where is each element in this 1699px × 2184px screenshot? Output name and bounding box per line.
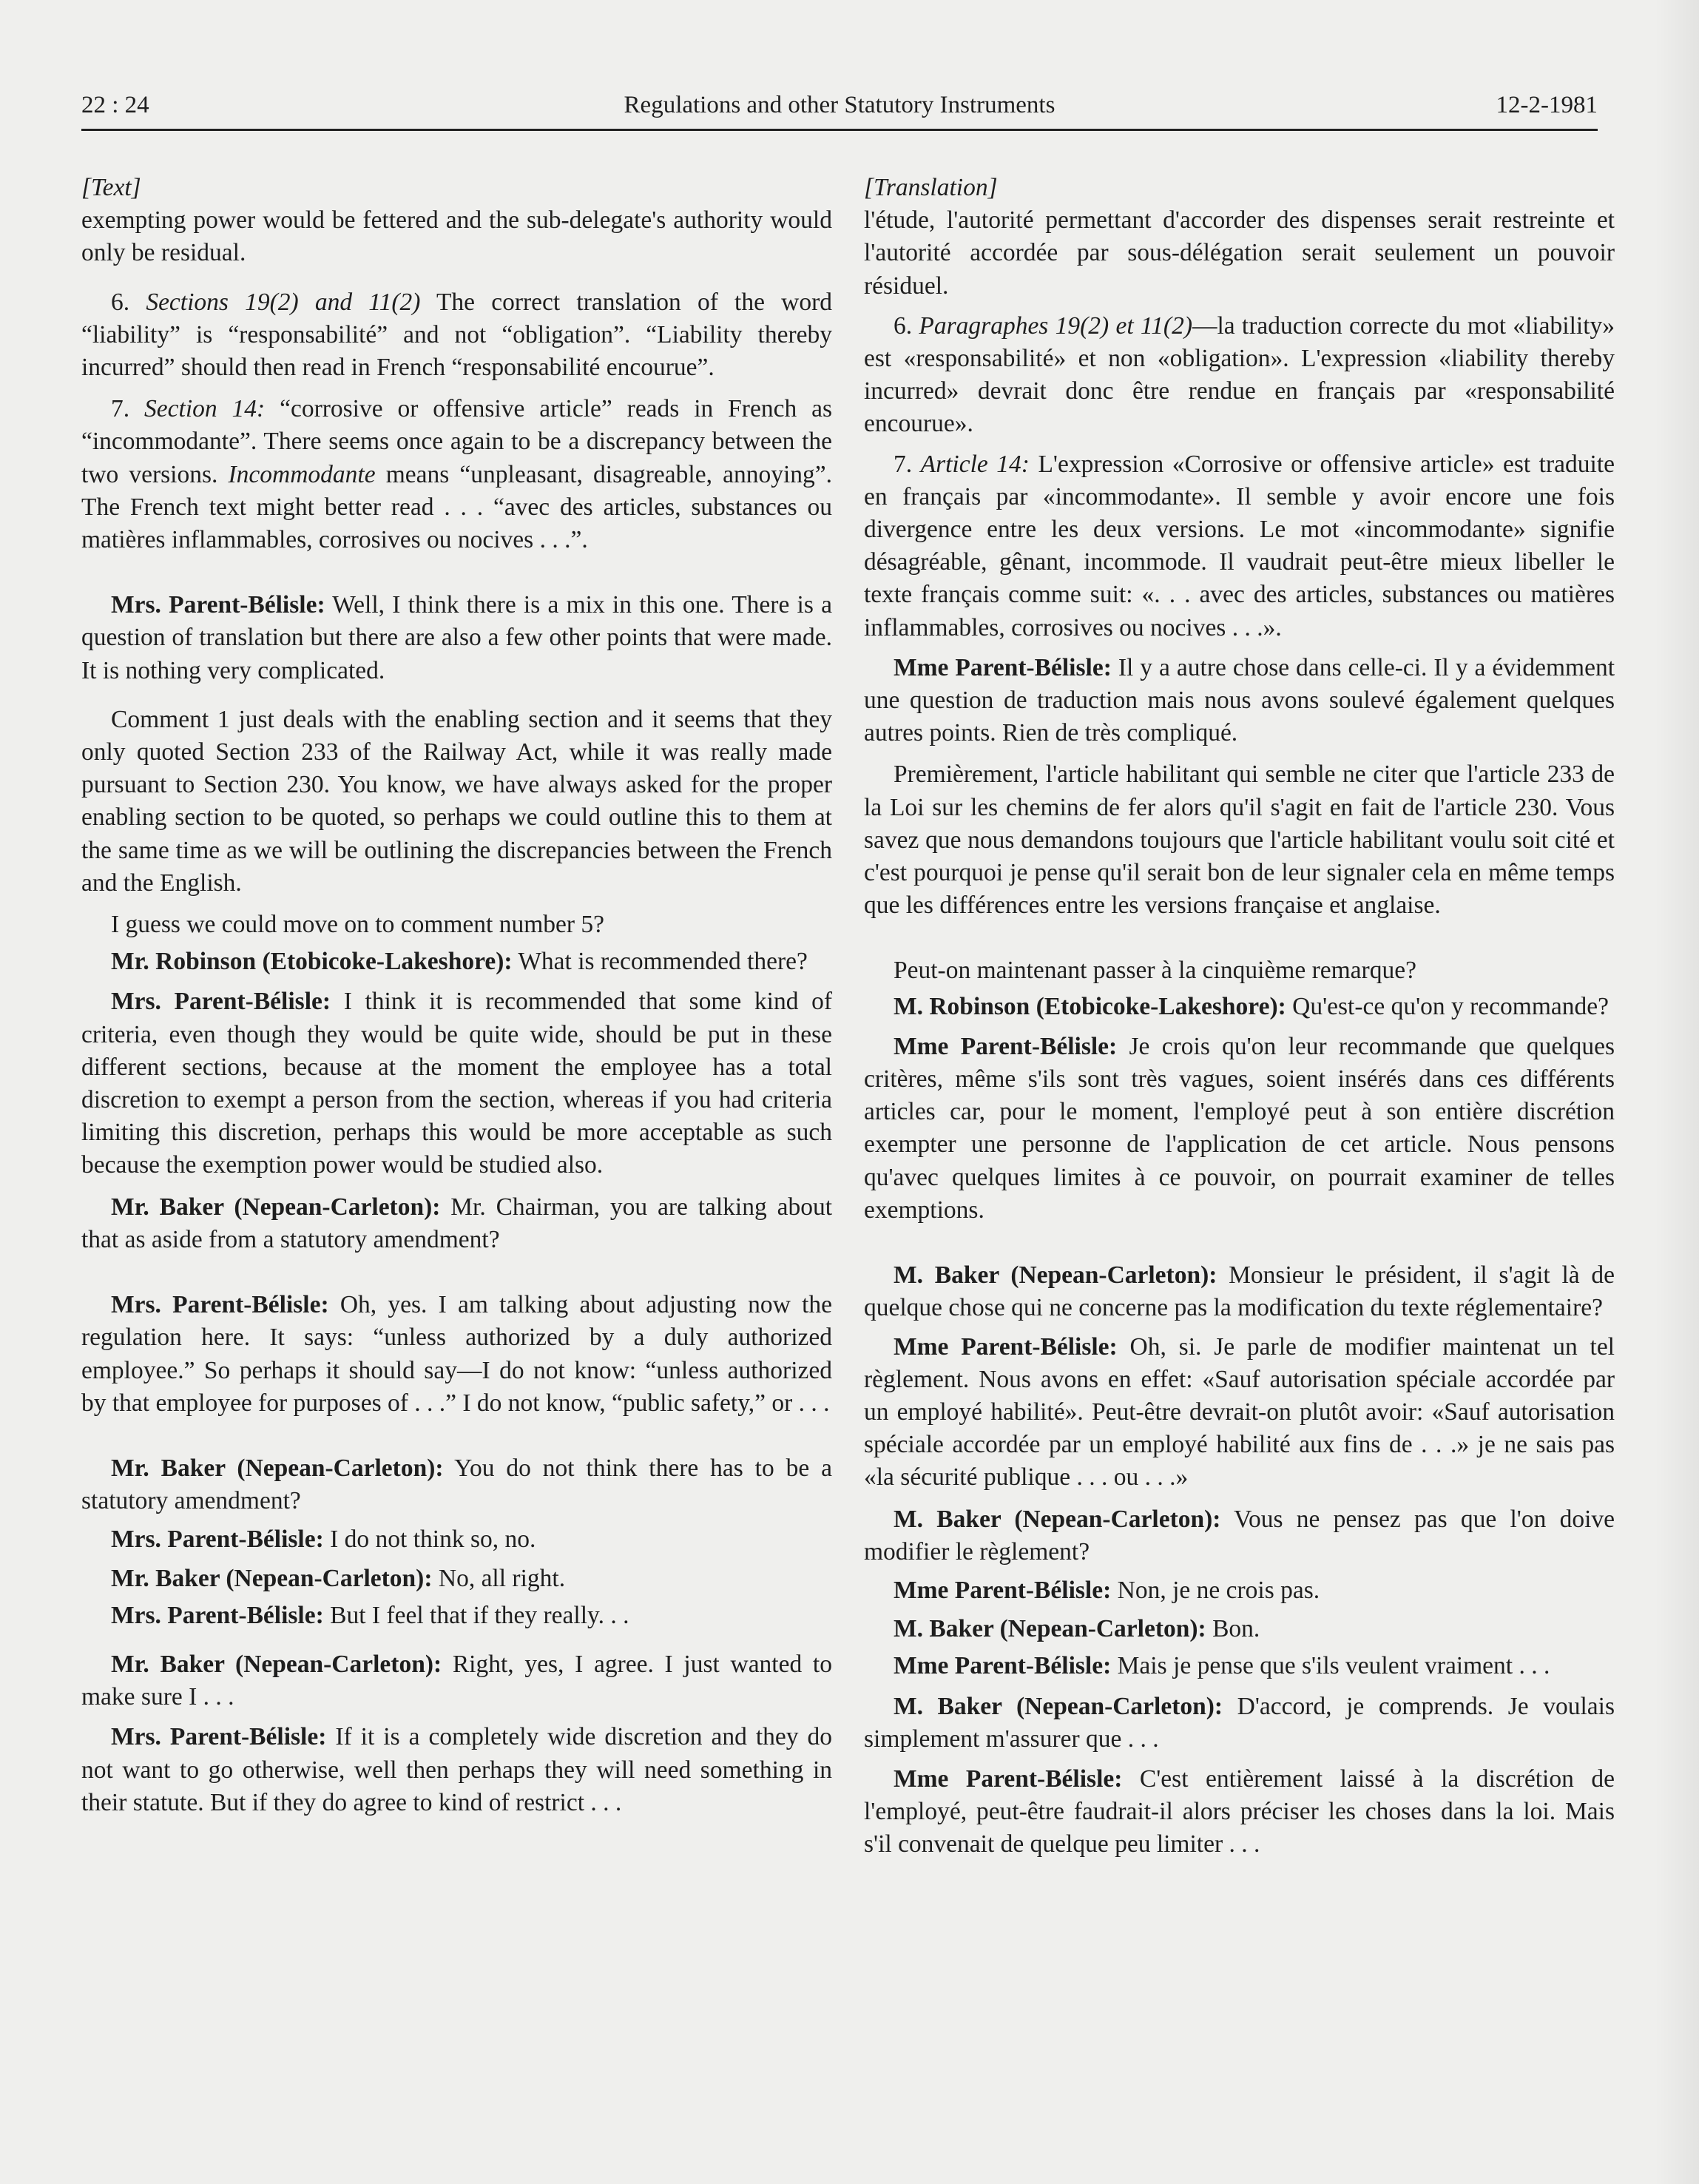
paragraph: 7. Article 14: L'expression «Corrosive or offensive article» est traduite en français par «incommodante». Il semble y avoir encore une fois divergence entre les deux versions. Le mot «incommodante» signifie désagréable, gênant, incommode. Il vaudrait peut-être mieux libeller le texte français comme suit: «. . . avec des articles, substances ou matières inflammables, corrosives ou nocives . . .». <box>864 450 1615 641</box>
column-label: [Text] <box>81 174 141 201</box>
speaker-name: M. Baker (Nepean-Carleton): <box>894 1692 1223 1720</box>
paragraph: 6. Sections 19(2) and 11(2) The correct translation of the word “liability” is “responsabilité” and not “obligation”. “Liability thereby incurred” should then read in French “responsabilité encourue”. <box>81 288 833 382</box>
speaker-name: M. Baker (Nepean-Carleton): <box>894 1615 1206 1643</box>
speaker-turn: Mrs. Parent-Bélisle: But I feel that if they really. . . <box>111 1601 629 1629</box>
speaker-name: Mme Parent-Bélisle: <box>894 1032 1118 1060</box>
column-label: [Translation] <box>864 174 998 201</box>
speaker-turn: Mr. Baker (Nepean-Carleton): Right, yes, I agree. I just wanted to make sure I . . . <box>81 1650 832 1711</box>
speaker-turn: Mrs. Parent-Bélisle: Oh, yes. I am talking about adjusting now the regulation here. It says: “unless authorized by a duly authorized employee.” So perhaps it should say—I do not know: “unless authorized by that employee for purposes of . . .” I do not know, “public safety,” or . . . <box>81 1291 832 1417</box>
speaker-name: Mr. Baker (Nepean-Carleton): <box>111 1454 444 1482</box>
speaker-name: Mme Parent-Bélisle: <box>894 1652 1112 1680</box>
paragraph: exempting power would be fettered and the sub-delegate's authority would only be residual. <box>81 206 832 267</box>
speaker-turn: Mme Parent-Bélisle: Il y a autre chose dans celle-ci. Il y a évidemment une question de traduction mais nous avons soulevé également quelques autres points. Rien de très compliqué. <box>864 653 1615 747</box>
speaker-turn: Mrs. Parent-Bélisle: Well, I think there is a mix in this one. There is a question of translation but there are also a few other points that were made. It is nothing very complicated. <box>81 591 832 684</box>
speaker-turn: M. Baker (Nepean-Carleton): Vous ne pensez pas que l'on doive modifier le règlement? <box>864 1505 1615 1565</box>
header-title: Regulations and other Statutory Instruments <box>624 92 1055 118</box>
paragraph: I guess we could move on to comment number 5? <box>111 911 605 939</box>
speaker-name: Mme Parent-Bélisle: <box>894 1765 1123 1793</box>
speaker-name: Mrs. Parent-Bélisle: <box>111 1526 324 1554</box>
speaker-name: M. Baker (Nepean-Carleton): <box>894 1505 1221 1533</box>
speaker-name: M. Baker (Nepean-Carleton): <box>894 1261 1217 1290</box>
speaker-name: Mrs. Parent-Bélisle: <box>111 1291 329 1319</box>
english-column <box>81 172 832 1819</box>
speaker-turn: Mrs. Parent-Bélisle: I do not think so, no. <box>111 1526 536 1554</box>
speaker-turn: Mr. Robinson (Etobicoke-Lakeshore): What is recommended there? <box>111 948 808 976</box>
speaker-turn: Mr. Baker (Nepean-Carleton): You do not think there has to be a statutory amendment? <box>81 1454 832 1515</box>
speaker-turn: Mr. Baker (Nepean-Carleton): Mr. Chairman, you are talking about that as aside from a statutory amendment? <box>81 1193 832 1253</box>
speaker-turn: Mrs. Parent-Bélisle: I think it is recommended that some kind of criteria, even though they would be quite wide, should be put in these different sections, because at the moment the employee has a total discretion to exempt a person from the section, whereas if you had criteria limiting this discretion, perhaps this would be more acceptable as such because the exemption power would be studied also. <box>81 988 833 1179</box>
header-date: 12-2-1981 <box>1496 92 1598 118</box>
paragraph: Peut-on maintenant passer à la cinquième remarque? <box>894 957 1416 985</box>
speaker-turn: Mme Parent-Bélisle: Non, je ne crois pas. <box>894 1576 1320 1604</box>
page-number: 22 : 24 <box>81 92 149 118</box>
speaker-turn: Mr. Baker (Nepean-Carleton): No, all right. <box>111 1564 566 1592</box>
speaker-name: M. Robinson (Etobicoke-Lakeshore): <box>894 992 1286 1020</box>
paragraph: Premièrement, l'article habilitant qui semble ne citer que l'article 233 de la Loi sur les chemins de fer alors qu'il s'agit en fait de l'article 230. Vous savez que nous demandons toujours que l'article habilitant voulu soit cité et c'est pourquoi je pense qu'il serait bon de leur signaler cela en même temps que les différences entre les versions française et anglaise. <box>864 761 1615 920</box>
running-header <box>81 87 1598 131</box>
speaker-turn: Mme Parent-Bélisle: Oh, si. Je parle de modifier maintenat un tel règlement. Nous avons en effet: «Sauf autorisation spéciale accordée par un employé habilité». Peut-être devrait-on plutôt avoir: «Sauf autorisation spéciale accordée par un employé habilité aux fins de . . .» je ne sais pas «la sécurité publique . . . ou . . .» <box>864 1332 1615 1492</box>
speaker-name: Mme Parent-Bélisle: <box>894 1332 1118 1361</box>
speaker-name: Mr. Baker (Nepean-Carleton): <box>111 1564 433 1592</box>
paragraph: Comment 1 just deals with the enabling section and it seems that they only quoted Section 233 of the Railway Act, while it was really made pursuant to Section 230. You know, we have always asked for the proper enabling section to be quoted, so perhaps we could outline this to them at the same time as we will be outlining the discrepancies between the French and the English. <box>81 705 832 897</box>
french-column <box>864 172 1615 1861</box>
paragraph: 7. Section 14: “corrosive or offensive article” reads in French as “incommodante”. There seems once again to be a discrepancy between the two versions. Incommodante means “unpleasant, disagreable, annoying”. The French text might better read . . . “avec des articles, substances ou matières inflammables, corrosives ou nocives . . .”. <box>81 395 833 554</box>
speaker-turn: Mme Parent-Bélisle: Mais je pense que s'ils veulent vraiment . . . <box>894 1652 1550 1680</box>
speaker-name: Mrs. Parent-Bélisle: <box>111 591 325 619</box>
paragraph: 6. Paragraphes 19(2) et 11(2)—la traduction correcte du mot «liability» est «responsabilité» et non «obligation». L'expression «liability thereby incurred» devrait donc être rendue en français par «responsabilité encourue». <box>864 311 1615 438</box>
section-reference: Article 14: <box>920 450 1030 478</box>
speaker-name: Mme Parent-Bélisle: <box>894 1576 1112 1604</box>
speaker-turn: M. Baker (Nepean-Carleton): Monsieur le président, il s'agit là de quelque chose qui ne concerne pas la modification du texte réglementaire? <box>864 1261 1615 1322</box>
speaker-name: Mrs. Parent-Bélisle: <box>111 988 331 1016</box>
speaker-name: Mrs. Parent-Bélisle: <box>111 1723 327 1751</box>
speaker-turn: Mme Parent-Bélisle: C'est entièrement laissé à la discrétion de l'employé, peut-être faudrait-il alors préciser les choses dans la loi. Mais s'il convenait de quelque peu limiter . . . <box>864 1765 1615 1858</box>
section-reference: Section 14: <box>144 395 266 423</box>
speaker-turn: M. Baker (Nepean-Carleton): Bon. <box>894 1615 1260 1643</box>
speaker-name: Mrs. Parent-Bélisle: <box>111 1601 324 1629</box>
paragraph: l'étude, l'autorité permettant d'accorder des dispenses serait restreinte et l'autorité accordée par sous-délégation serait seulement un pouvoir résiduel. <box>864 206 1615 300</box>
speaker-turn: Mme Parent-Bélisle: Je crois qu'on leur recommande que quelques critères, même s'ils sont très vagues, soient insérés dans ces différents articles car, pour le moment, l'employé peut à son entière discrétion exempter une personne de l'application de cet article. Nous pensons qu'avec quelques limites à ce pouvoir, on pourrait examiner de telles exemptions. <box>864 1032 1615 1224</box>
section-reference: Paragraphes 19(2) et 11(2) <box>919 311 1192 340</box>
speaker-name: Mr. Robinson (Etobicoke-Lakeshore): <box>111 948 513 976</box>
speaker-name: Mr. Baker (Nepean-Carleton): <box>111 1193 441 1221</box>
speaker-turn: M. Baker (Nepean-Carleton): D'accord, je comprends. Je voulais simplement m'assurer que . . . <box>864 1692 1615 1753</box>
section-reference: Sections 19(2) and 11(2) <box>146 288 421 316</box>
speaker-turn: M. Robinson (Etobicoke-Lakeshore): Qu'est-ce qu'on y recommande? <box>894 992 1609 1020</box>
speaker-name: Mr. Baker (Nepean-Carleton): <box>111 1650 442 1678</box>
speaker-name: Mme Parent-Bélisle: <box>894 653 1112 681</box>
speaker-turn: Mrs. Parent-Bélisle: If it is a completely wide discretion and they do not want to go otherwise, well then perhaps they will need something in their statute. But if they do agree to kind of restrict . . . <box>81 1723 832 1816</box>
page-edge-shadow <box>1655 0 1699 2184</box>
